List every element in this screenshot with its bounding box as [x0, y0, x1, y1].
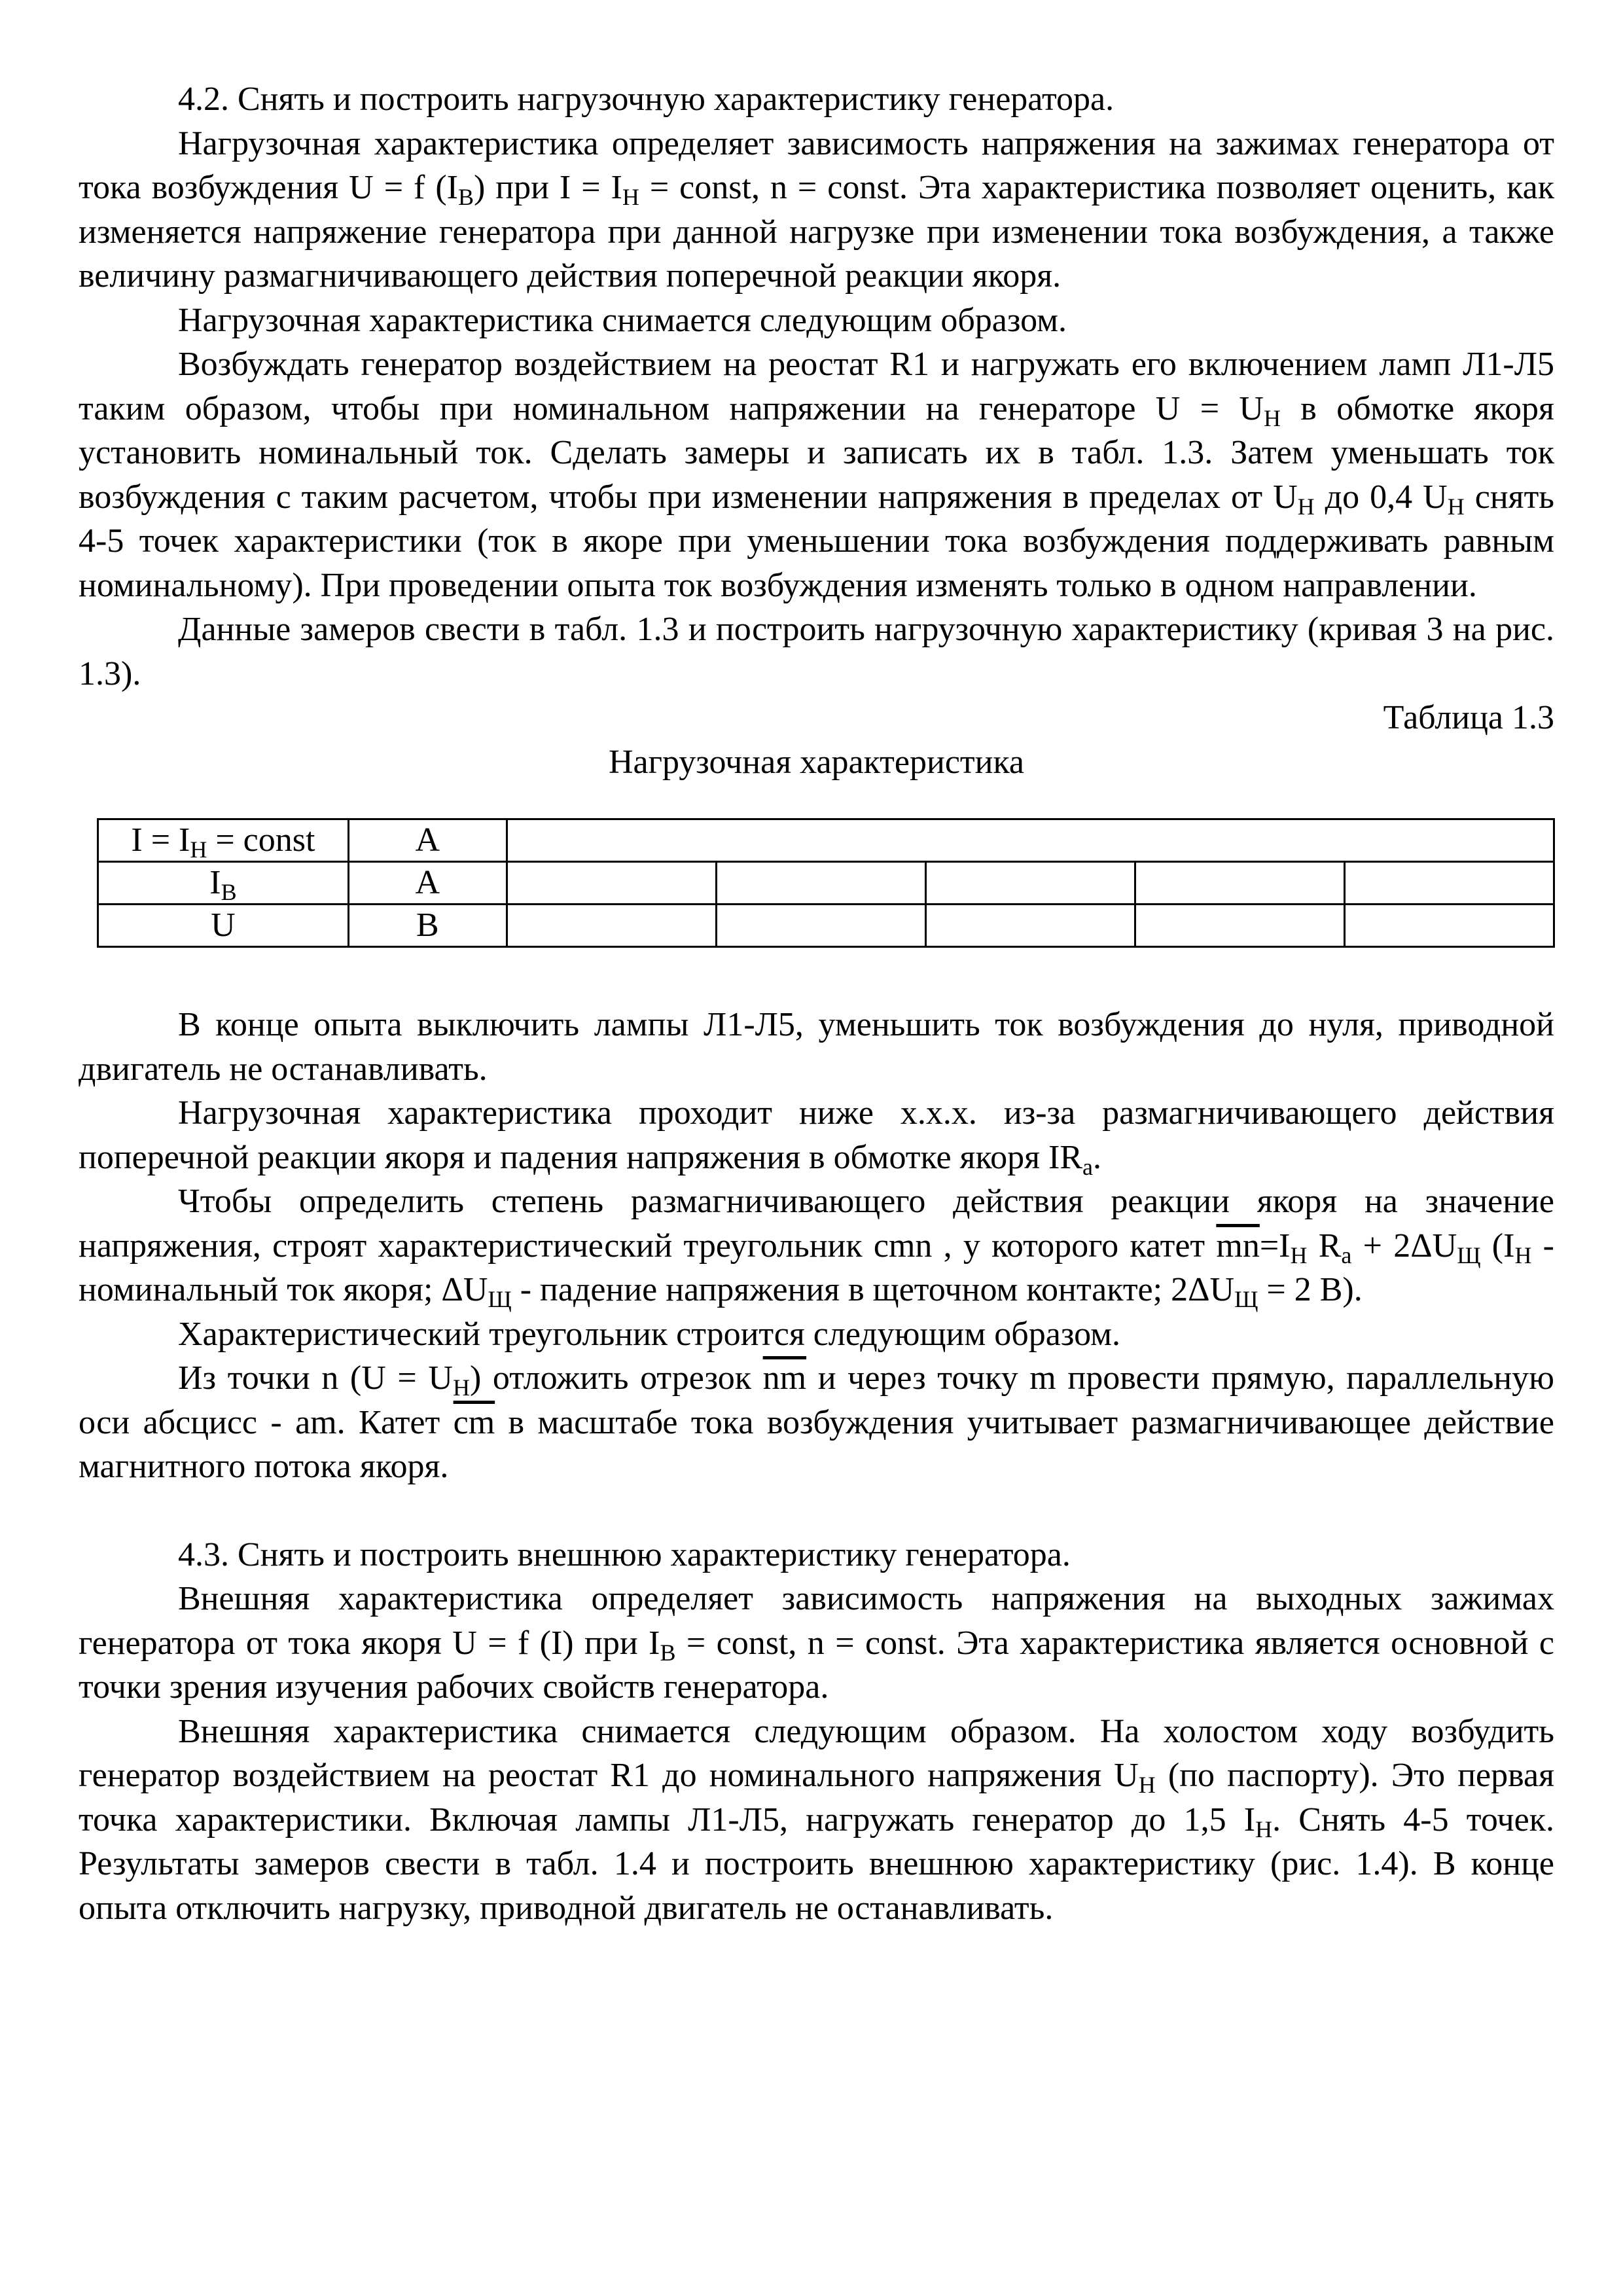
section-4-3-paragraph-1: Внешняя характеристика определяет зависимость напряжения на выходных зажимах генератора от тока якоря U = f (I) при $I_В$ = const, n = const. Эта характеристика является основной с точки зрения изучения рабочих свойств генератора.	[79, 1580, 1555, 1706]
row-label-voltage: U	[98, 905, 349, 947]
table-cell-empty	[1344, 905, 1554, 947]
table-cell-empty	[925, 862, 1135, 905]
table-row	[98, 905, 1554, 947]
after-table-paragraph-2: Нагрузочная характеристика проходит ниже х.х.х. из-за размагничивающего действия поперечной реакции якоря и падения напряжения в обмотке якоря $IR_a$.	[79, 1094, 1554, 1180]
row-label-excitation-current: $I_В$	[98, 862, 349, 905]
after-table-paragraph-3: Чтобы определить степень размагничивающего действия реакции якоря на значение напряжения, строят характеристический треугольник cmn , у которого катет $\overline{mn}=I_Н$ $R_a + 2\Delta U_Щ$ ($I_Н$ - номинальный ток якоря; $\Delta U_Щ$ - падение напряжения в щеточном контакте; $2\Delta U_Щ = 2$ В).	[79, 1183, 1554, 1312]
section-4-2-paragraph-3: Возбуждать генератор воздействием на реостат R1 и нагружать его включением ламп Л1-Л5 таким образом, чтобы при номинальном напряжении на генераторе $U = U_Н$ в обмотке якоря установить номинальный ток. Сделать замеры и записать их в табл. 1.3. Затем уменьшать ток возбуждения с таким расчетом, чтобы при изменении напряжения в пределах от $U_Н$ до 0,4 $U_Н$ снять 4-5 точек характеристики (ток в якоре при уменьшении тока возбуждения поддерживать равным номинальному). При проведении опыта ток возбуждения изменять только в одном направлении.	[79, 346, 1555, 604]
table-title: Нагрузочная характеристика	[608, 743, 1025, 781]
section-4-3-paragraph-2: Внешняя характеристика снимается следующим образом. На холостом ходу возбудить генератор воздействием на реостат R1 до номинального напряжения $U_Н$ (по паспорту). Это первая точка характеристики. Включая лампы Л1-Л5, нагружать генератор до 1,5 $I_Н$. Снять 4-5 точек. Результаты замеров свести в табл. 1.4 и построить внешнюю характеристику (рис. 1.4). В конце опыта отключить нагрузку, приводной двигатель не останавливать.	[79, 1712, 1555, 1927]
section-4-3-title: 4.3. Снять и построить внешнюю характеристику генератора.	[178, 1535, 1071, 1573]
table-row	[98, 862, 1554, 905]
document-page	[79, 77, 1554, 1930]
segment-mn: $\overline{mn}$	[1216, 1227, 1260, 1265]
table-cell-empty	[716, 862, 925, 905]
table-cell-empty	[716, 905, 925, 947]
load-characteristic-table	[97, 818, 1555, 948]
row-unit: В	[348, 905, 507, 947]
table-label: Таблица 1.3	[1383, 699, 1554, 736]
table-cell-empty	[507, 905, 716, 947]
table-cell-empty	[1135, 862, 1344, 905]
table-cell-empty	[1344, 862, 1554, 905]
after-table-paragraph-5: Из точки n $(U = U_Н)$ отложить отрезок $\overline{nm}$ и через точку m провести прямую, параллельную оси абсцисс - am. Катет $\overline{cm}$ в масштабе тока возбуждения учитывает размагничивающее действие магнитного потока якоря.	[79, 1359, 1554, 1485]
row-label-current: $I = I_Н$ = const	[98, 819, 349, 862]
table-cell-empty	[925, 905, 1135, 947]
section-4-2-title: 4.2. Снять и построить нагрузочную характеристику генератора.	[178, 81, 1115, 118]
segment-cm: $\overline{cm}$	[453, 1403, 495, 1441]
table-cell-empty	[507, 819, 1554, 862]
table-row	[98, 819, 1554, 862]
section-4-2-paragraph-4: Данные замеров свести в табл. 1.3 и построить нагрузочную характеристику (кривая 3 на рис. 1.3).	[79, 611, 1554, 692]
table-cell-empty	[507, 862, 716, 905]
table-cell-empty	[1135, 905, 1344, 947]
section-4-2-paragraph-1: Нагрузочная характеристика определяет зависимость напряжения на зажимах генератора от тока возбуждения U = f $(I_В)$ при $I = I_Н$ = const, n = const. Эта характеристика позволяет оценить, как изменяется напряжение генератора при данной нагрузке при изменении тока возбуждения, а также величину размагничивающего действия поперечной реакции якоря.	[79, 124, 1554, 295]
section-4-2-paragraph-2: Нагрузочная характеристика снимается следующим образом.	[178, 301, 1067, 339]
after-table-paragraph-1: В конце опыта выключить лампы Л1-Л5, уменьшить ток возбуждения до нуля, приводной двигатель не останавливать.	[79, 1006, 1554, 1088]
segment-nm: $\overline{nm}$	[762, 1359, 807, 1397]
after-table-paragraph-4: Характеристический треугольник строится следующим образом.	[178, 1315, 1120, 1353]
row-unit: А	[348, 862, 507, 905]
row-unit: А	[348, 819, 507, 862]
